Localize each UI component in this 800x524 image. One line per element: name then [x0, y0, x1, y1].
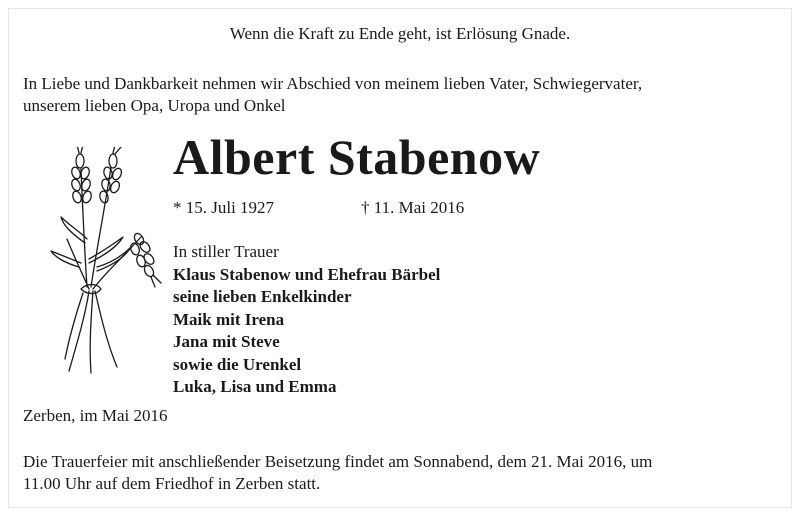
- mourners-heading: In stiller Trauer: [173, 242, 279, 261]
- place-date: Zerben, im Mai 2016: [23, 406, 168, 425]
- obituary-notice: [8, 8, 792, 508]
- funeral-line-1: Die Trauerfeier mit anschließender Beisetzung findet am Sonnabend, dem 21. Mai 2016, um: [23, 452, 653, 471]
- wheat-bundle-icon: [31, 147, 171, 377]
- mourner-entry: Jana mit Steve: [173, 332, 280, 351]
- mourner-entry: sowie die Urenkel: [173, 354, 302, 374]
- mourner-entry: Maik mit Irena: [173, 309, 285, 329]
- deceased-name: Albert Stabenow: [173, 129, 541, 185]
- life-dates: [173, 197, 465, 219]
- birth-date: * 15. Juli 1927: [173, 198, 275, 217]
- motto: Wenn die Kraft zu Ende geht, ist Erlösung Gnade.: [229, 24, 571, 43]
- mourner-entry: Luka, Lisa und Emma: [173, 377, 337, 396]
- mourners-list: [173, 241, 440, 399]
- funeral-notice: [23, 451, 785, 495]
- mourner-entry: Klaus Stabenow und Ehefrau Bärbel: [173, 264, 441, 284]
- intro-text: [23, 73, 773, 117]
- death-date: † 11. Mai 2016: [361, 198, 465, 217]
- intro-line-1: In Liebe und Dankbarkeit nehmen wir Abschied von meinem lieben Vater, Schwiegervater,: [23, 74, 643, 93]
- intro-line-2: unserem lieben Opa, Uropa und Onkel: [23, 96, 286, 115]
- mourner-entry: seine lieben Enkelkinder: [173, 287, 352, 306]
- funeral-line-2: 11.00 Uhr auf dem Friedhof in Zerben statt.: [23, 474, 321, 493]
